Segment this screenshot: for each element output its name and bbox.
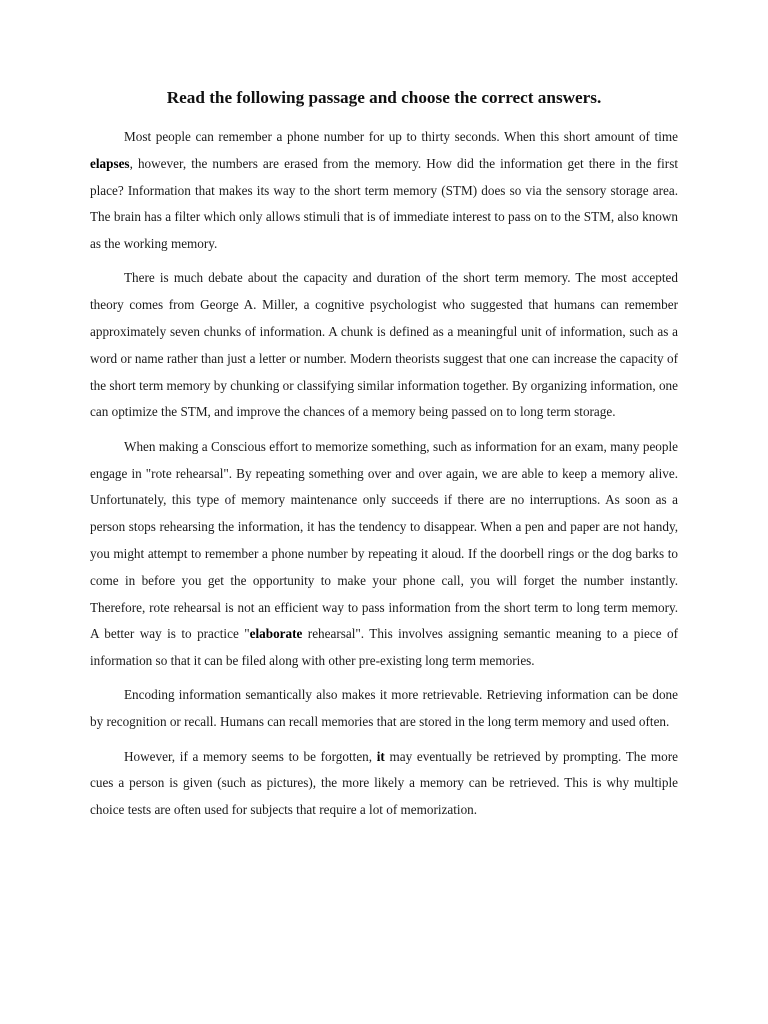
passage-body	[90, 124, 678, 831]
paragraph-4-run-1: Encoding information semantically also makes it more retrievable. Retrieving information can be done by recognition or recall. Humans can recall memories that are stored in the long term memory and used often.	[90, 687, 678, 730]
paragraph-5-run-3: may eventually be retrieved by prompting. The more cues a person is given (such as pictures), the more likely a memory can be retrieved. This is why multiple choice tests are often used for subjects that require a lot of memorization.	[90, 748, 678, 818]
paragraph-2	[90, 265, 678, 426]
paragraph-2-run-1: There is much debate about the capacity and duration of the short term memory. The most accepted theory comes from George A. Miller, a cognitive psychologist who suggested that humans can remember approximately seven chunks of information. A chunk is defined as a meaningful unit of information, such as a word or name rather than just a letter or number. Modern theorists suggest that one can increase the capacity of the short term memory by chunking or classifying similar information together. By organizing information, one can optimize the STM, and improve the chances of a memory being passed on to long term storage.	[90, 270, 678, 420]
paragraph-1	[90, 124, 678, 258]
paragraph-5	[90, 744, 678, 824]
paragraph-5-run-1: However, if a memory seems to be forgotten,	[124, 748, 377, 764]
keyword-elaborate: elaborate	[249, 626, 303, 642]
paragraph-4	[90, 682, 678, 736]
paragraph-3-run-3: rehearsal". This involves assigning semantic meaning to a piece of information so that it can be filed along with other pre-existing long term memories.	[90, 626, 678, 669]
paragraph-1-run-3: , however, the numbers are erased from the memory. How did the information get there in the first place? Information that makes its way to the short term memory (STM) does so via the sensory storage area. The brain has a filter which only allows stimuli that is of immediate interest to pass on to the STM, also known as the working memory.	[90, 155, 678, 252]
keyword-elapses: elapses	[90, 155, 130, 171]
document-title: Read the following passage and choose the correct answers.	[166, 88, 602, 107]
keyword-it: it	[376, 748, 385, 764]
paragraph-1-run-1: Most people can remember a phone number for up to thirty seconds. When this short amount of time	[124, 129, 678, 144]
paragraph-3-run-1: When making a Conscious effort to memorize something, such as information for an exam, many people engage in "rote rehearsal". By repeating something over and over again, we are able to keep a memory alive. Unfortunately, this type of memory maintenance only succeeds if there are no interruptions. As soon as a person stops rehearsing the information, it has the tendency to disappear. When a pen and paper are not handy, you might attempt to remember a phone number by repeating it aloud. If the doorbell rings or the dog barks to come in before you get the opportunity to make your phone call, you will forget the number instantly. Therefore, rote rehearsal is not an efficient way to pass information from the short term to long term memory. A better way is to practice "	[90, 438, 678, 642]
paragraph-3	[90, 434, 678, 675]
